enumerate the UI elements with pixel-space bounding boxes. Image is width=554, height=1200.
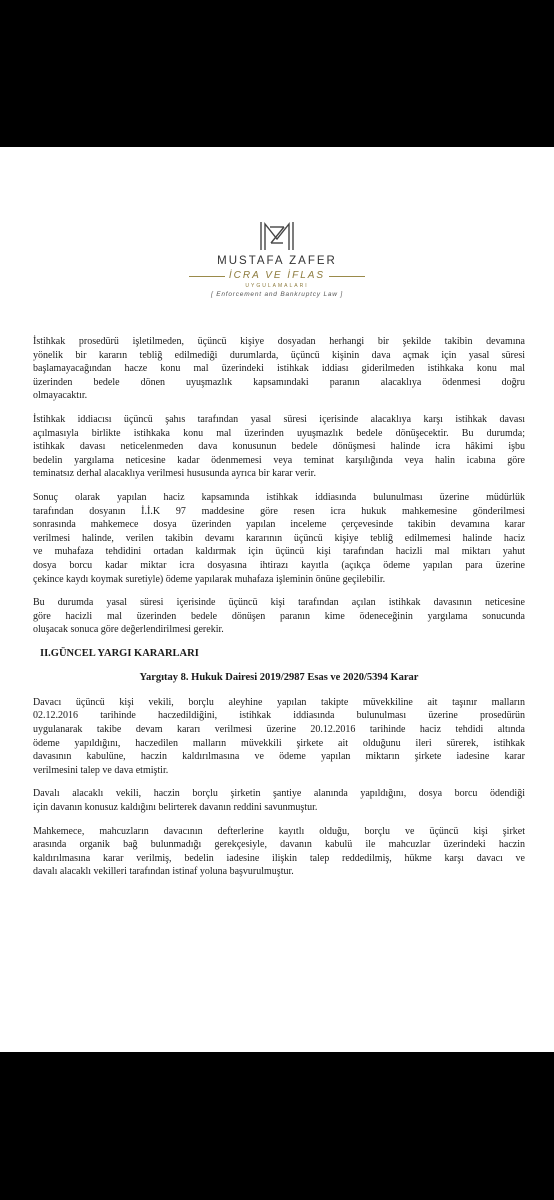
text-line: ödeme yapıldığını, haczedilen malların müvekkili şirkete ait olduğunu ileri sürerek, istihkak bbox=[33, 737, 525, 749]
text-line: arasında organik bağ bulunmadığı gerekçesiyle, davanın kabulü ile mahcuzlar üzerindeki haczin bbox=[33, 839, 525, 851]
intro-paragraphs bbox=[33, 335, 525, 637]
text-line: tarafından dosyanın İ.İ.K 97 maddesine göre resen icra hukuk mahkemesine gönderilmesi bbox=[33, 505, 525, 517]
text-line: oluşacak sonuca göre değerlendirilmesi gerekir. bbox=[33, 624, 224, 636]
section-heading: II.GÜNCEL YARGI KARARLARI bbox=[40, 647, 199, 659]
text-line: İstihkak iddiacısı üçüncü şahıs tarafından yasal süresi içerisinde alacaklıya karşı istihkak davası bbox=[33, 413, 525, 425]
publisher-logo bbox=[0, 219, 554, 299]
paragraph bbox=[33, 787, 525, 814]
logo-subtitle: İCRA VE İFLAS bbox=[228, 270, 326, 281]
text-line: verilmesini talep ve dava etmiştir. bbox=[33, 764, 169, 776]
logo-subtitle-small: UYGULAMALARI bbox=[245, 283, 309, 289]
mz-monogram-icon bbox=[247, 219, 307, 253]
text-line: kaldırılmasına karar verilmiş, bedelin iadesine ilişkin talep reddedilmiş, hükme karşı davacı ve bbox=[33, 852, 525, 864]
text-line: Sonuç olarak yapılan haciz kapsamında istihkak iddiasında bulunulması üzerine müdürlük bbox=[33, 491, 525, 503]
text-line: Bu durumda yasal süresi içerisinde üçüncü kişi tarafından açılan istihkak davasının neticesine bbox=[33, 597, 525, 609]
text-line: ve muhafaza tehdidini ortadan kaldırmak için üçüncü kişi tarafından hacizli mal miktarı yahut bbox=[33, 546, 525, 558]
document-page bbox=[0, 147, 554, 1052]
text-line: üzerinden bedele dönen uyuşmazlık kapsamındaki paranın alacaklıya ödenmesi doğru bbox=[33, 376, 525, 388]
text-line: bedelin yargılama neticesine kadar ödenmemesi veya teminat karşılığında veya halin icabına göre bbox=[33, 454, 525, 466]
text-line: açılmasıyla birlikte istihkaka konu mal üzerinden uyuşmazlık bedele dönüşecektir. Bu durumda; bbox=[33, 427, 525, 439]
document-body bbox=[33, 335, 525, 889]
text-line: davalı alacaklı vekilleri tarafından istinaf yoluna başvurulmuştur. bbox=[33, 866, 294, 878]
case-heading: Yargıtay 8. Hukuk Dairesi 2019/2987 Esas ve 2020/5394 Karar bbox=[139, 671, 419, 683]
paragraph bbox=[33, 825, 525, 879]
text-line: Davalı alacaklı vekili, haczin borçlu şirketin şantiye alanında yapıldığını, dosya borcu ödendiği bbox=[33, 788, 525, 800]
paragraph bbox=[33, 413, 525, 481]
logo-rule-right bbox=[329, 276, 365, 277]
text-line: olmayacaktır. bbox=[33, 390, 88, 402]
text-line: istihkak davası neticelenmeden dava konusunun bedele dönüşmesi halinde icra hâkimi işbu bbox=[33, 441, 525, 453]
text-line: uygulanarak takibe devam kararı verilmesi üzerine 20.12.2016 tarihinde haciz tehdidi altında bbox=[33, 724, 525, 736]
paragraph bbox=[33, 335, 525, 403]
text-line: teminatsız derhal alacaklıya verilmesi hususunda ayrıca bir karar verir. bbox=[33, 468, 316, 480]
text-line: Davacı üçüncü kişi vekili, borçlu aleyhine yapılan takipte müvekkiline ait taşınır malların bbox=[33, 696, 525, 708]
case-paragraphs bbox=[33, 696, 525, 879]
logo-name: MUSTAFA ZAFER bbox=[217, 255, 337, 267]
logo-english-caption: [ Enforcement and Bankruptcy Law ] bbox=[211, 291, 343, 298]
text-line: yönelik bir kararın tebliğ edilmediği durumlarda, üçüncü kişinin dava açmak için yasal süresi bbox=[33, 349, 525, 361]
text-line: sonrasında mahkemece dosya üzerinden yapılan inceleme çerçevesinde takibin devamına karar bbox=[33, 519, 525, 531]
text-line: için davanın konusuz kaldığını belirterek davanın reddini savunmuştur. bbox=[33, 802, 318, 814]
text-line: Mahkemece, mahcuzların davacının defterlerine kayıtlı olduğu, borçlu ve üçüncü kişi şirket bbox=[33, 825, 525, 837]
text-line: başlamayacağından hacze konu mal üzerindeki istihkak iddiası giderilmeden istihkaka konu mal bbox=[33, 363, 525, 375]
paragraph bbox=[33, 696, 525, 778]
text-line: davasının kabulüne, haczin kaldırılmasına ve ödeme yapılan miktarın şirkete iadesine karar bbox=[33, 751, 525, 763]
text-line: göre hacizli mal üzerinden bedele dönüşen paranın kime ödeneceğinin yargılama sonucunda bbox=[33, 610, 525, 622]
paragraph bbox=[33, 596, 525, 637]
paragraph bbox=[33, 491, 525, 586]
logo-subtitle-row bbox=[0, 270, 554, 282]
text-line: dosya borcu kadar miktar icra dosyasına ihtirazı kayıtla (açıkça ödeme yapılan para üzerine bbox=[33, 559, 525, 571]
text-line: İstihkak prosedürü işletilmeden, üçüncü kişiye dosyadan herhangi bir şekilde takibin devamına bbox=[33, 336, 525, 347]
logo-rule-left bbox=[189, 276, 225, 277]
text-line: verilmesi halinde, verilen takibin devamı kararının üçüncü kişiye tebliğ edilmemesi halinde haciz bbox=[33, 532, 525, 544]
text-line: 02.12.2016 tarihinde haczedildiğini, istihkak iddiasında bulunulması üzerine prosedürün bbox=[33, 710, 525, 722]
text-line: çekince kaydı koymak suretiyle) ödeme yapılarak muhafaza işleminin önüne geçilebilir. bbox=[33, 573, 386, 585]
